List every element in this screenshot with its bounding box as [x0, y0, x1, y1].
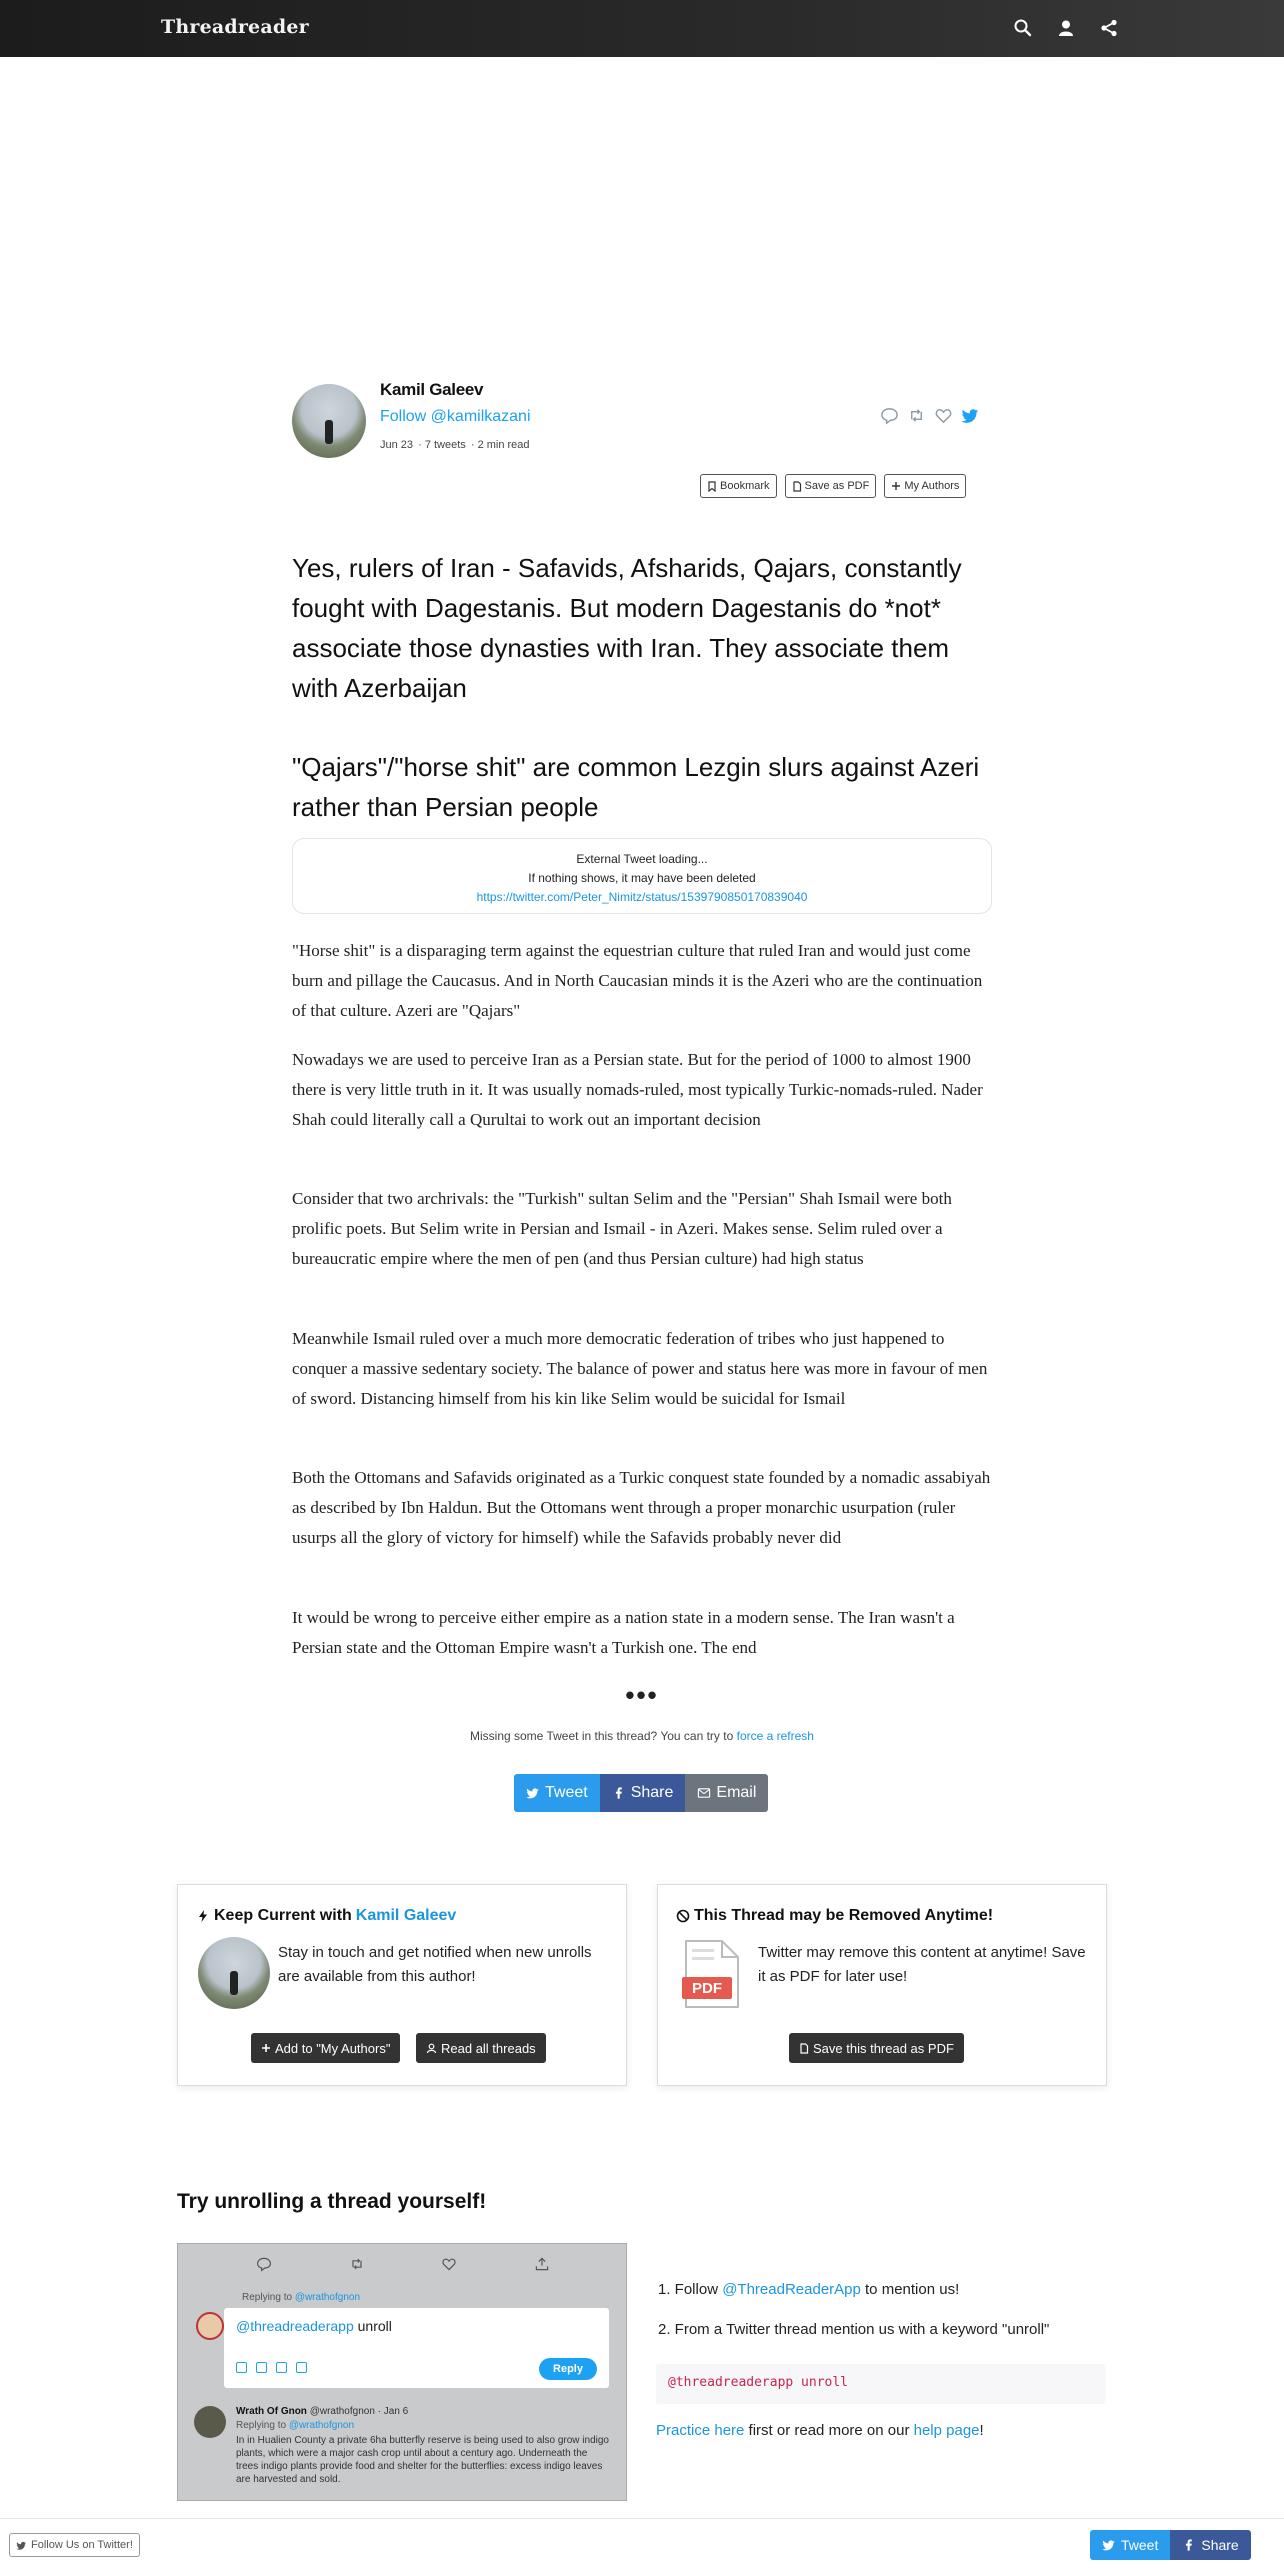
add-to-my-authors-button[interactable] — [251, 2033, 400, 2063]
user-icon — [426, 2043, 437, 2054]
share-icon[interactable] — [1099, 18, 1119, 38]
facebook-icon — [1182, 2538, 1196, 2552]
reply-icon[interactable] — [880, 406, 899, 430]
email-share-button[interactable] — [685, 1774, 768, 1812]
search-icon[interactable] — [1013, 18, 1033, 38]
thread-lead-tweet: Yes, rulers of Iran - Safavids, Afsharids, Qajars, constantly fought with Dagestanis. But modern Dagestanis do *not* associate those dynasties with Iran. They associate them with Azerbaijan — [292, 553, 962, 703]
keep-title-author-link[interactable]: Kamil Galeev — [355, 1907, 457, 1924]
like-icon — [441, 2256, 457, 2272]
read-threads-label: Read all threads — [441, 2040, 536, 2056]
demo-tweet-header — [236, 2406, 408, 2417]
reply-icon — [256, 2256, 272, 2272]
twitter-icon — [16, 2540, 27, 2551]
practice-here-link[interactable]: Practice here — [656, 2422, 745, 2439]
practice-mid-text: first or read more on our — [748, 2422, 910, 2439]
like-icon[interactable] — [934, 406, 953, 430]
keep-current-title — [196, 1907, 456, 1925]
read-time: 2 min read — [477, 439, 530, 451]
force-refresh-link[interactable]: force a refresh — [736, 1729, 814, 1743]
step-1-suffix: to mention us! — [865, 2281, 960, 2298]
demo-avatar — [196, 2312, 224, 2340]
threadreaderapp-link[interactable]: @ThreadReaderApp — [722, 2281, 861, 2298]
external-deleted-text: If nothing shows, it may have been deleted — [528, 871, 756, 885]
upload-icon — [534, 2256, 550, 2272]
demo-reply-button: Reply — [539, 2358, 597, 2380]
missing-text: Missing some Tweet in this thread? You can try to — [470, 1729, 734, 1743]
thread-paragraph: Nowadays we are used to perceive Iran as a Persian state. But for the period of 1000 to almost 1900 there is very little truth in it. It was usually nomads-ruled, most typically Turkic-nomads-ruled. Nader Shah could literally call a Qurultai to work out an important decision — [292, 1050, 983, 1129]
ban-icon — [676, 1909, 690, 1923]
user-icon[interactable] — [1056, 18, 1076, 38]
bookmark-button[interactable] — [700, 474, 777, 498]
follow-author-link[interactable]: Follow @kamilkazani — [380, 408, 531, 425]
pdf-document-icon — [682, 1939, 742, 2009]
removal-title — [676, 1907, 993, 1925]
step-2: 2. From a Twitter thread mention us with a keyword "unroll" — [658, 2321, 1050, 2338]
demo-action-icons — [178, 2256, 627, 2272]
unroll-demo-image — [177, 2243, 627, 2501]
thread-meta: Jun 23 · 7 tweets · 2 min read — [380, 439, 530, 451]
step-1-prefix: 1. Follow — [658, 2281, 719, 2298]
bookmark-label: Bookmark — [720, 480, 770, 492]
bottom-tweet-label: Tweet — [1121, 2537, 1159, 2553]
help-page-link[interactable]: help page — [913, 2422, 980, 2439]
top-navbar — [0, 0, 1284, 57]
demo-tweet-author: Wrath Of Gnon — [236, 2406, 307, 2417]
thread-removal-card — [657, 1884, 1107, 2086]
try-unroll-heading: Try unrolling a thread yourself! — [177, 2190, 487, 2213]
read-all-threads-button[interactable] — [416, 2033, 546, 2063]
practice-help-line — [656, 2422, 984, 2439]
demo-mention: @threadreaderapp — [236, 2318, 354, 2334]
demo-replying-to — [242, 2292, 360, 2303]
missing-tweet-notice — [0, 1729, 1284, 1743]
file-pdf-icon — [792, 481, 802, 492]
external-loading-text: External Tweet loading... — [576, 852, 708, 866]
external-tweet-embed — [292, 838, 992, 914]
envelope-icon — [697, 1786, 711, 1800]
bottom-share-label: Share — [1201, 2537, 1239, 2553]
site-logo[interactable]: Threadreader — [161, 16, 309, 38]
ad-space — [0, 57, 1284, 357]
practice-end-text: ! — [979, 2422, 984, 2439]
email-share-label: Email — [716, 1784, 757, 1801]
thread-date: Jun 23 — [380, 439, 414, 451]
author-avatar[interactable] — [292, 384, 366, 458]
follow-us-label: Follow Us on Twitter! — [31, 2539, 133, 2551]
tweet-share-label: Tweet — [545, 1784, 588, 1801]
thread-end-ellipsis: ••• — [625, 1680, 659, 1710]
add-authors-label: Add to "My Authors" — [275, 2040, 391, 2056]
save-pdf-button[interactable] — [785, 474, 877, 498]
keep-current-card — [177, 1884, 627, 2086]
retweet-icon — [349, 2256, 365, 2272]
file-pdf-icon — [799, 2043, 809, 2054]
follow-us-twitter-button[interactable] — [9, 2533, 140, 2557]
demo-compose-tools — [236, 2362, 307, 2373]
share-buttons — [514, 1774, 768, 1812]
demo-tweet-body: In in Hualien County a private 6ha butterfly reserve is being used to also grow indigo plants, which were a major cash crop until about a century ago. Underneath the trees indigo plants provide food and shelter for the butterflies: excess indigo leaves are harvested and sold. — [236, 2435, 609, 2485]
plus-icon — [261, 2043, 271, 2053]
card-author-avatar[interactable] — [198, 1937, 270, 2009]
bottom-tweet-button[interactable] — [1090, 2530, 1170, 2560]
save-thread-pdf-button[interactable] — [789, 2033, 964, 2063]
thread-toolbar — [700, 474, 966, 498]
thread-paragraph: Consider that two archrivals: the "Turkish" sultan Selim and the "Persian" Shah Ismail were both prolific poets. But Selim write in Persian and Ismail - in Azeri. Makes sense. Selim ruled over a bureaucratic empire where the men of pen (and thus Persian culture) had high status — [292, 1189, 952, 1268]
tweet-share-button[interactable] — [514, 1774, 600, 1812]
tweet-count: 7 tweets — [424, 439, 466, 451]
facebook-share-button[interactable] — [600, 1774, 686, 1812]
bottom-share-button[interactable] — [1170, 2530, 1250, 2560]
save-thread-pdf-label: Save this thread as PDF — [813, 2040, 954, 2056]
my-authors-label: My Authors — [904, 480, 960, 492]
bottom-share-buttons — [1090, 2530, 1251, 2560]
demo-tweet-replying-label: Replying to — [236, 2420, 287, 2431]
bottom-sticky-bar — [0, 2518, 1284, 2568]
pdf-badge-label: PDF — [692, 1980, 722, 1997]
step-1 — [658, 2281, 959, 2298]
unroll-command-code: @threadreaderapp unroll — [656, 2364, 1106, 2404]
demo-tweet-avatar — [194, 2406, 226, 2438]
demo-tweet-meta: @wrathofgnon · Jan 6 — [309, 2406, 409, 2417]
facebook-icon — [612, 1786, 626, 1800]
demo-compose-box — [224, 2308, 609, 2388]
twitter-icon — [526, 1786, 540, 1800]
author-header — [292, 380, 992, 520]
removal-title-text: This Thread may be Removed Anytime! — [694, 1907, 994, 1924]
removal-text: Twitter may remove this content at anytime! Save it as PDF for later use! — [758, 1944, 1086, 1985]
keep-current-text: Stay in touch and get notified when new unrolls are available from this author! — [278, 1944, 592, 1985]
plus-icon — [891, 481, 901, 491]
bookmark-icon — [707, 481, 717, 492]
demo-replying-handle: @wrathofgnon — [294, 2292, 361, 2303]
tweet-actions — [880, 406, 980, 430]
demo-compose-text — [236, 2318, 392, 2334]
keep-title-prefix: Keep Current with — [214, 1907, 352, 1924]
demo-tweet-replying-handle: @wrathofgnon — [288, 2420, 355, 2431]
demo-tweet-replying — [236, 2420, 354, 2431]
my-authors-button[interactable] — [884, 474, 966, 498]
retweet-icon[interactable] — [907, 406, 926, 430]
thread-second-tweet: "Qajars"/"horse shit" are common Lezgin slurs against Azeri rather than Persian people — [292, 752, 980, 822]
thread-paragraph: "Horse shit" is a disparaging term against the equestrian culture that ruled Iran and would just come burn and pillage the Caucasus. And in North Caucasian minds it is the Azeri who are the continuation of that culture. Azeri are "Qajars" — [292, 941, 983, 1020]
facebook-share-label: Share — [630, 1784, 674, 1801]
author-name[interactable]: Kamil Galeev — [380, 380, 484, 399]
external-tweet-link[interactable]: https://twitter.com/Peter_Nimitz/status/1539790850170839040 — [476, 890, 808, 904]
demo-replying-label: Replying to — [242, 2292, 293, 2303]
thread-paragraph: Both the Ottomans and Safavids originated as a Turkic conquest state founded by a nomadic assabiyah as described by Ibn Haldun. But the Ottomans went through a proper monarchic usurpation (ruler usurps all the glory of victory for himself) while the Safavids probably never did — [292, 1468, 991, 1547]
save-pdf-label: Save as PDF — [804, 480, 870, 492]
thread-paragraph: Meanwhile Ismail ruled over a much more democratic federation of tribes who just happened to conquer a massive sedentary society. The balance of power and status here was more in favour of men of sword. Distancing himself from his kin like Selim would be suicidal for Ismail — [292, 1329, 988, 1408]
thread-paragraph: It would be wrong to perceive either empire as a nation state in a modern sense. The Iran wasn't a Persian state and the Ottoman Empire wasn't a Turkish one. The end — [292, 1608, 955, 1657]
demo-keyword: unroll — [357, 2318, 392, 2334]
twitter-bird-icon[interactable] — [961, 406, 980, 430]
bolt-icon — [196, 1909, 210, 1923]
twitter-icon — [1102, 2538, 1116, 2552]
